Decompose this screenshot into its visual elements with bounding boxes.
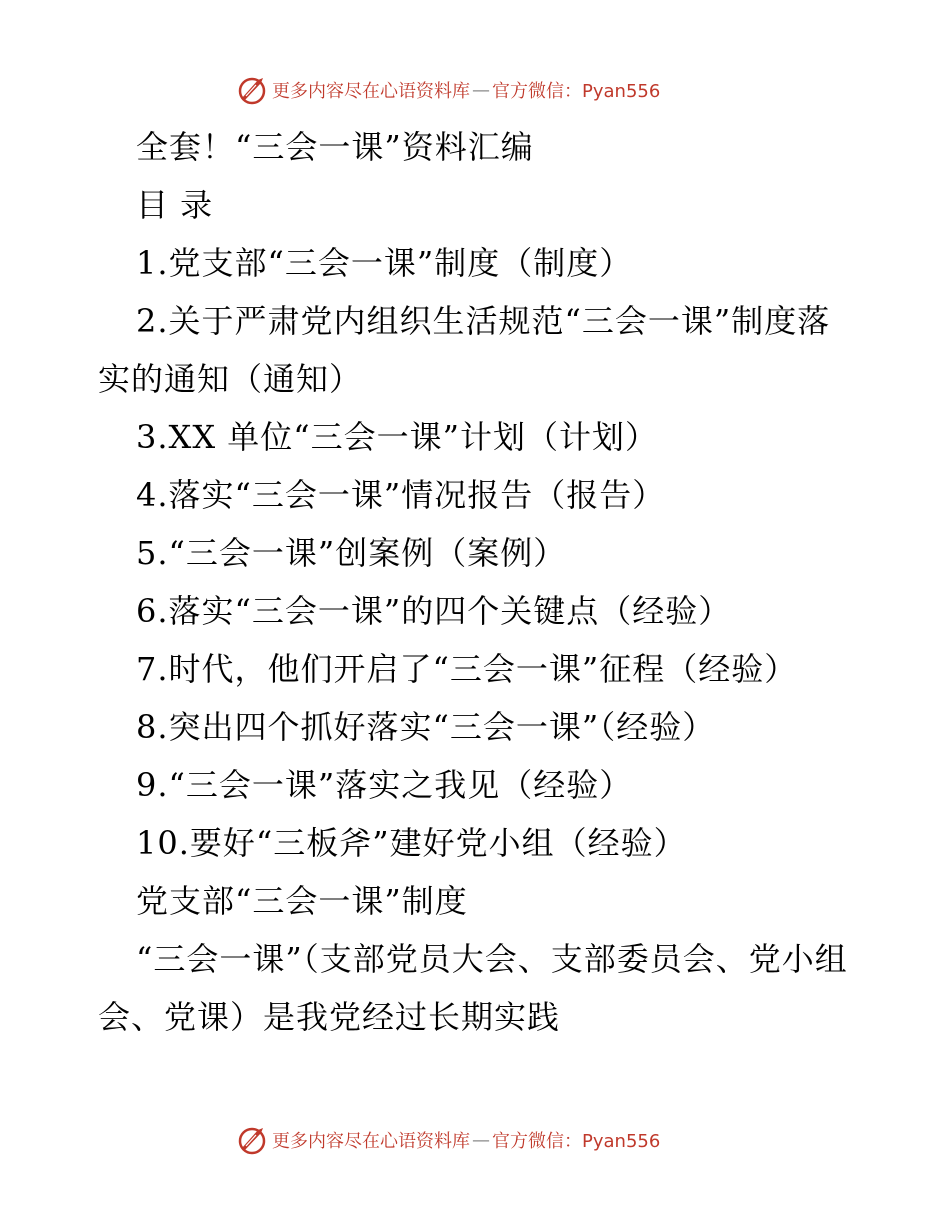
toc-item: 10.要好“三板斧”建好党小组（经验） bbox=[136, 824, 687, 862]
toc-item: 5.“三会一课”创案例（案例） bbox=[136, 534, 567, 572]
banner-separator: — bbox=[472, 1129, 490, 1151]
toc-item: 6.落实“三会一课”的四个关键点（经验） bbox=[136, 592, 732, 630]
toc-item: 9.“三会一课”落实之我见（经验） bbox=[136, 766, 633, 804]
quill-logo-icon bbox=[236, 1124, 268, 1156]
banner-wechat: 官方微信：Pyan556 bbox=[492, 81, 661, 102]
banner-text: 更多内容尽在心语资料库 bbox=[272, 1131, 470, 1152]
document-title: 全套！“三会一课”资料汇编 bbox=[136, 128, 534, 166]
banner-separator: — bbox=[472, 79, 490, 101]
body-paragraph: “三会一课”（支部党员大会、支部委员会、党小组会、党课）是我党经过长期实践 bbox=[98, 940, 848, 1036]
quill-logo-icon bbox=[236, 74, 268, 106]
document-body bbox=[98, 118, 858, 1046]
toc-item: 3.XX 单位“三会一课”计划（计划） bbox=[136, 418, 658, 456]
footer-banner bbox=[236, 1124, 660, 1156]
toc-item: 4.落实“三会一课”情况报告（报告） bbox=[136, 476, 666, 514]
toc-item: 8.突出四个抓好落实“三会一课”（经验） bbox=[136, 708, 716, 746]
banner-text: 更多内容尽在心语资料库 bbox=[272, 81, 470, 102]
toc-heading: 目 录 bbox=[136, 186, 214, 224]
section-heading: 党支部“三会一课”制度 bbox=[136, 882, 468, 920]
toc-item: 1.党支部“三会一课”制度（制度） bbox=[136, 244, 633, 282]
toc-item: 7.时代，他们开启了“三会一课”征程（经验） bbox=[136, 650, 798, 688]
banner-wechat: 官方微信：Pyan556 bbox=[492, 1131, 661, 1152]
header-banner bbox=[236, 74, 660, 106]
toc-item: 2.关于严肃党内组织生活规范“三会一课”制度落实的通知（通知） bbox=[98, 302, 831, 398]
